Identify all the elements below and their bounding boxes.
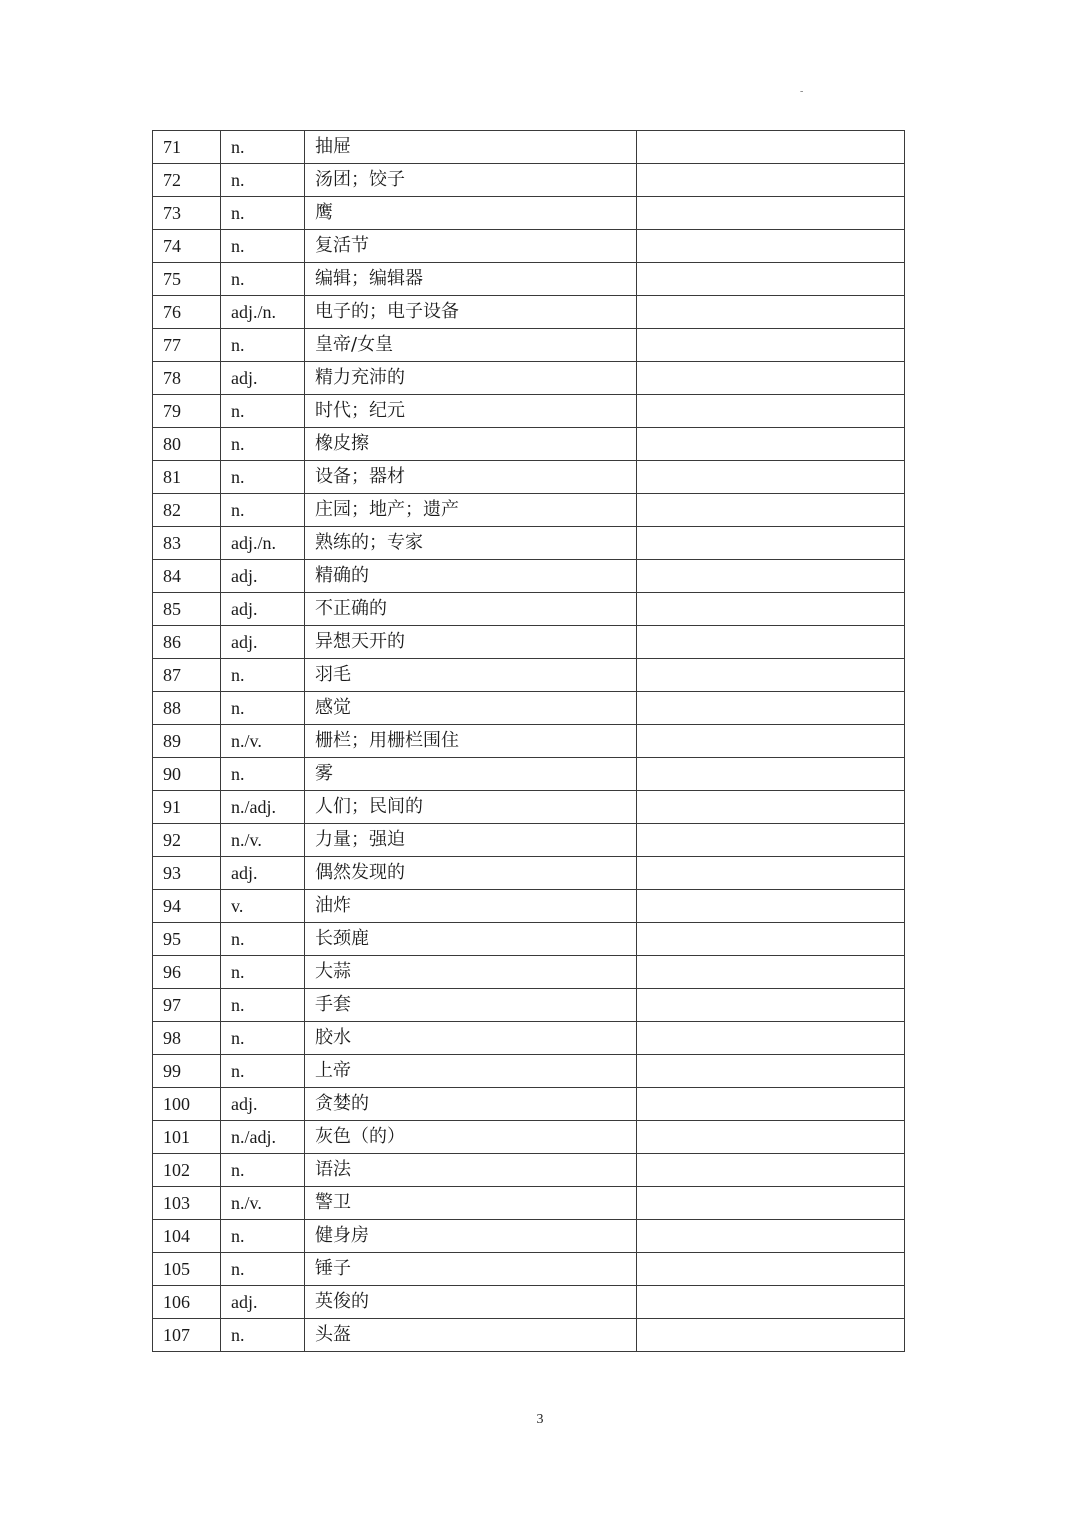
table-row [153, 1286, 905, 1319]
blank-answer-cell [637, 1088, 905, 1121]
blank-answer-cell [637, 857, 905, 890]
part-of-speech-cell: n./adj. [221, 1121, 305, 1154]
part-of-speech-cell: n. [221, 1319, 305, 1352]
blank-answer-cell [637, 197, 905, 230]
word-number-cell: 92 [153, 824, 221, 857]
word-number-cell: 83 [153, 527, 221, 560]
blank-answer-cell [637, 692, 905, 725]
table-row [153, 758, 905, 791]
table-row [153, 824, 905, 857]
table-row [153, 560, 905, 593]
part-of-speech-cell: n./v. [221, 725, 305, 758]
word-number-cell: 97 [153, 989, 221, 1022]
chinese-meaning-cell: 英俊的 [305, 1286, 637, 1319]
part-of-speech-cell: n. [221, 1220, 305, 1253]
table-row [153, 1022, 905, 1055]
blank-answer-cell [637, 329, 905, 362]
word-number-cell: 95 [153, 923, 221, 956]
part-of-speech-cell: n. [221, 923, 305, 956]
chinese-meaning-cell: 油炸 [305, 890, 637, 923]
part-of-speech-cell: adj. [221, 593, 305, 626]
chinese-meaning-cell: 雾 [305, 758, 637, 791]
blank-answer-cell [637, 1253, 905, 1286]
part-of-speech-cell: n./v. [221, 824, 305, 857]
blank-answer-cell [637, 428, 905, 461]
word-number-cell: 78 [153, 362, 221, 395]
word-number-cell: 106 [153, 1286, 221, 1319]
part-of-speech-cell: adj. [221, 857, 305, 890]
chinese-meaning-cell: 鹰 [305, 197, 637, 230]
word-number-cell: 80 [153, 428, 221, 461]
blank-answer-cell [637, 131, 905, 164]
chinese-meaning-cell: 语法 [305, 1154, 637, 1187]
blank-answer-cell [637, 230, 905, 263]
table-row [153, 659, 905, 692]
chinese-meaning-cell: 手套 [305, 989, 637, 1022]
word-number-cell: 94 [153, 890, 221, 923]
table-row [153, 857, 905, 890]
word-number-cell: 107 [153, 1319, 221, 1352]
table-row [153, 1055, 905, 1088]
word-number-cell: 81 [153, 461, 221, 494]
chinese-meaning-cell: 栅栏；用栅栏围住 [305, 725, 637, 758]
table-row [153, 428, 905, 461]
chinese-meaning-cell: 力量；强迫 [305, 824, 637, 857]
chinese-meaning-cell: 电子的；电子设备 [305, 296, 637, 329]
blank-answer-cell [637, 725, 905, 758]
blank-answer-cell [637, 659, 905, 692]
blank-answer-cell [637, 1154, 905, 1187]
table-row [153, 230, 905, 263]
blank-answer-cell [637, 989, 905, 1022]
word-number-cell: 96 [153, 956, 221, 989]
part-of-speech-cell: n. [221, 692, 305, 725]
blank-answer-cell [637, 1220, 905, 1253]
word-number-cell: 91 [153, 791, 221, 824]
chinese-meaning-cell: 熟练的；专家 [305, 527, 637, 560]
blank-answer-cell [637, 758, 905, 791]
word-number-cell: 88 [153, 692, 221, 725]
blank-answer-cell [637, 593, 905, 626]
part-of-speech-cell: n. [221, 1022, 305, 1055]
part-of-speech-cell: adj./n. [221, 527, 305, 560]
word-number-cell: 101 [153, 1121, 221, 1154]
word-number-cell: 90 [153, 758, 221, 791]
part-of-speech-cell: adj. [221, 1286, 305, 1319]
table-row [153, 1187, 905, 1220]
table-row [153, 1253, 905, 1286]
word-number-cell: 79 [153, 395, 221, 428]
part-of-speech-cell: n. [221, 164, 305, 197]
vocabulary-table [152, 130, 905, 1352]
page-number: 3 [536, 1412, 544, 1427]
table-row [153, 494, 905, 527]
word-number-cell: 74 [153, 230, 221, 263]
vocabulary-table-body [153, 131, 905, 1352]
word-number-cell: 86 [153, 626, 221, 659]
part-of-speech-cell: n. [221, 131, 305, 164]
table-row [153, 1319, 905, 1352]
table-row [153, 197, 905, 230]
part-of-speech-cell: n. [221, 989, 305, 1022]
part-of-speech-cell: adj. [221, 560, 305, 593]
chinese-meaning-cell: 上帝 [305, 1055, 637, 1088]
part-of-speech-cell: n. [221, 1055, 305, 1088]
word-number-cell: 73 [153, 197, 221, 230]
blank-answer-cell [637, 890, 905, 923]
table-row [153, 263, 905, 296]
part-of-speech-cell: n. [221, 230, 305, 263]
word-number-cell: 102 [153, 1154, 221, 1187]
part-of-speech-cell: n. [221, 428, 305, 461]
part-of-speech-cell: n. [221, 956, 305, 989]
blank-answer-cell [637, 1187, 905, 1220]
blank-answer-cell [637, 527, 905, 560]
chinese-meaning-cell: 抽屉 [305, 131, 637, 164]
chinese-meaning-cell: 锤子 [305, 1253, 637, 1286]
table-row [153, 1088, 905, 1121]
chinese-meaning-cell: 警卫 [305, 1187, 637, 1220]
part-of-speech-cell: n. [221, 758, 305, 791]
blank-answer-cell [637, 1121, 905, 1154]
chinese-meaning-cell: 橡皮擦 [305, 428, 637, 461]
part-of-speech-cell: n. [221, 1154, 305, 1187]
blank-answer-cell [637, 1055, 905, 1088]
table-row [153, 164, 905, 197]
chinese-meaning-cell: 胶水 [305, 1022, 637, 1055]
blank-answer-cell [637, 296, 905, 329]
blank-answer-cell [637, 494, 905, 527]
table-row [153, 395, 905, 428]
blank-answer-cell [637, 626, 905, 659]
word-number-cell: 103 [153, 1187, 221, 1220]
word-number-cell: 87 [153, 659, 221, 692]
part-of-speech-cell: n. [221, 659, 305, 692]
word-number-cell: 77 [153, 329, 221, 362]
table-row [153, 362, 905, 395]
table-row [153, 626, 905, 659]
word-number-cell: 100 [153, 1088, 221, 1121]
part-of-speech-cell: n. [221, 197, 305, 230]
word-number-cell: 76 [153, 296, 221, 329]
table-row [153, 1121, 905, 1154]
table-row [153, 593, 905, 626]
blank-answer-cell [637, 791, 905, 824]
chinese-meaning-cell: 长颈鹿 [305, 923, 637, 956]
blank-answer-cell [637, 824, 905, 857]
blank-answer-cell [637, 1319, 905, 1352]
part-of-speech-cell: n. [221, 395, 305, 428]
chinese-meaning-cell: 汤团；饺子 [305, 164, 637, 197]
word-number-cell: 82 [153, 494, 221, 527]
chinese-meaning-cell: 庄园；地产；遗产 [305, 494, 637, 527]
chinese-meaning-cell: 贪婪的 [305, 1088, 637, 1121]
blank-answer-cell [637, 263, 905, 296]
part-of-speech-cell: v. [221, 890, 305, 923]
chinese-meaning-cell: 灰色（的） [305, 1121, 637, 1154]
chinese-meaning-cell: 健身房 [305, 1220, 637, 1253]
table-row [153, 890, 905, 923]
chinese-meaning-cell: 偶然发现的 [305, 857, 637, 890]
chinese-meaning-cell: 设备；器材 [305, 461, 637, 494]
table-row [153, 131, 905, 164]
part-of-speech-cell: n. [221, 494, 305, 527]
table-row [153, 1154, 905, 1187]
blank-answer-cell [637, 956, 905, 989]
chinese-meaning-cell: 感觉 [305, 692, 637, 725]
word-number-cell: 104 [153, 1220, 221, 1253]
blank-answer-cell [637, 1022, 905, 1055]
word-number-cell: 72 [153, 164, 221, 197]
table-row [153, 1220, 905, 1253]
chinese-meaning-cell: 时代；纪元 [305, 395, 637, 428]
blank-answer-cell [637, 560, 905, 593]
chinese-meaning-cell: 复活节 [305, 230, 637, 263]
table-row [153, 296, 905, 329]
word-number-cell: 75 [153, 263, 221, 296]
table-row [153, 791, 905, 824]
word-number-cell: 85 [153, 593, 221, 626]
chinese-meaning-cell: 编辑；编辑器 [305, 263, 637, 296]
word-number-cell: 84 [153, 560, 221, 593]
table-row [153, 329, 905, 362]
table-row [153, 461, 905, 494]
table-row [153, 527, 905, 560]
part-of-speech-cell: n./v. [221, 1187, 305, 1220]
table-row [153, 725, 905, 758]
chinese-meaning-cell: 精确的 [305, 560, 637, 593]
chinese-meaning-cell: 人们；民间的 [305, 791, 637, 824]
blank-answer-cell [637, 164, 905, 197]
part-of-speech-cell: n. [221, 1253, 305, 1286]
word-number-cell: 99 [153, 1055, 221, 1088]
part-of-speech-cell: adj. [221, 626, 305, 659]
table-row [153, 989, 905, 1022]
chinese-meaning-cell: 皇帝/女皇 [305, 329, 637, 362]
part-of-speech-cell: n. [221, 461, 305, 494]
word-number-cell: 93 [153, 857, 221, 890]
chinese-meaning-cell: 异想天开的 [305, 626, 637, 659]
header-mark: - [800, 86, 804, 97]
part-of-speech-cell: adj./n. [221, 296, 305, 329]
part-of-speech-cell: adj. [221, 362, 305, 395]
part-of-speech-cell: n. [221, 263, 305, 296]
blank-answer-cell [637, 923, 905, 956]
chinese-meaning-cell: 大蒜 [305, 956, 637, 989]
chinese-meaning-cell: 精力充沛的 [305, 362, 637, 395]
word-number-cell: 98 [153, 1022, 221, 1055]
part-of-speech-cell: adj. [221, 1088, 305, 1121]
word-number-cell: 105 [153, 1253, 221, 1286]
word-number-cell: 71 [153, 131, 221, 164]
table-row [153, 923, 905, 956]
table-row [153, 692, 905, 725]
chinese-meaning-cell: 头盔 [305, 1319, 637, 1352]
chinese-meaning-cell: 羽毛 [305, 659, 637, 692]
part-of-speech-cell: n./adj. [221, 791, 305, 824]
part-of-speech-cell: n. [221, 329, 305, 362]
blank-answer-cell [637, 362, 905, 395]
blank-answer-cell [637, 461, 905, 494]
blank-answer-cell [637, 395, 905, 428]
word-number-cell: 89 [153, 725, 221, 758]
blank-answer-cell [637, 1286, 905, 1319]
table-row [153, 956, 905, 989]
chinese-meaning-cell: 不正确的 [305, 593, 637, 626]
